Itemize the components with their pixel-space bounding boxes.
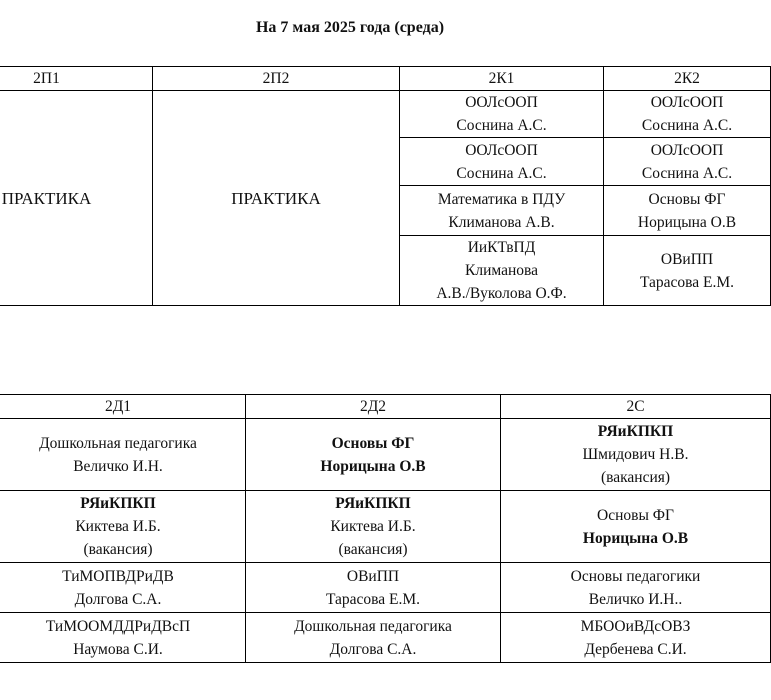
lesson-teacher: Киктева И.Б. [330, 518, 416, 535]
lesson-subject: ТиМОПВДРиДВ [62, 567, 174, 585]
group-header-2d2: 2Д2 [246, 395, 501, 419]
lesson-subject: ИиКТвПД [467, 239, 536, 256]
lesson-cell [0, 419, 246, 491]
lesson-subject: Математика в ПДУ [437, 190, 566, 208]
lesson-cell [501, 491, 771, 563]
lesson-teacher: Норицына О.В [320, 457, 426, 475]
lesson-subject: Дошкольная педагогика [294, 617, 452, 635]
group-header-2k1: 2К1 [400, 67, 604, 91]
lesson-teacher: Величко И.Н. [73, 457, 163, 475]
lesson-cell [246, 563, 501, 613]
group-header-2k2: 2К2 [604, 67, 771, 91]
lesson-cell [246, 419, 501, 491]
lesson-subject: Основы ФГ [597, 506, 674, 524]
lesson-teacher: Тарасова Е.М. [325, 590, 421, 608]
practice-cell-2p1: ПРАКТИКА [0, 91, 153, 306]
lesson-subject: МБООиВДсОВЗ [580, 617, 691, 635]
lesson-teacher: Норицына О.В [582, 529, 689, 547]
lesson-cell [604, 236, 771, 306]
lesson-subject: Основы ФГ [331, 434, 415, 452]
lesson-cell [0, 491, 246, 563]
lesson-cell [604, 91, 771, 138]
group-header-2d1: 2Д1 [0, 395, 246, 419]
lesson-teacher: Киктева И.Б. [75, 518, 161, 535]
lesson-subject: ООЛсООП [465, 141, 538, 159]
lesson-teacher: Соснина А.С. [641, 164, 733, 182]
lesson-subject: РЯиКПКП [335, 495, 411, 512]
lesson-cell [400, 91, 604, 138]
lesson-subject: ОВиПП [660, 250, 714, 268]
lesson-cell [501, 563, 771, 613]
lesson-teacher: Долгова С.А. [329, 640, 417, 658]
lesson-subject: Основы ФГ [648, 190, 726, 208]
lesson-teacher: Долгова С.А. [74, 590, 162, 608]
header-row [0, 67, 771, 91]
lesson-teacher-continued: А.В./Вуколова О.Ф. [436, 285, 567, 302]
lesson-cell [246, 613, 501, 663]
schedule-table-2 [0, 394, 771, 663]
lesson-teacher: Норицына О.В [637, 213, 737, 231]
lesson-cell [501, 613, 771, 663]
lesson-cell [0, 613, 246, 663]
lesson-teacher: Наумова С.И. [73, 640, 163, 658]
lesson-teacher: Соснина А.С. [456, 164, 547, 182]
lesson-teacher: Тарасова Е.М. [639, 273, 735, 291]
lesson-teacher: Климанова [465, 262, 538, 279]
lesson-cell [604, 138, 771, 186]
lesson-subject: ООЛсООП [465, 94, 538, 111]
lesson-teacher: Величко И.Н.. [588, 590, 683, 608]
lesson-subject: Основы педагогики [570, 567, 701, 585]
lesson-teacher: Соснина А.С. [456, 117, 547, 134]
lesson-cell [400, 236, 604, 306]
lesson-subject: РЯиКПКП [80, 495, 156, 512]
lesson-subject: ОВиПП [346, 567, 400, 585]
lesson-cell [604, 186, 771, 236]
lesson-teacher: Соснина А.С. [641, 117, 733, 134]
header-row [0, 395, 771, 419]
lesson-cell [501, 419, 771, 491]
lesson-cell [0, 563, 246, 613]
lesson-subject: РЯиКПКП [597, 423, 674, 440]
group-header-2p1: 2П1 [0, 67, 153, 91]
lesson-teacher: Климанова А.В. [448, 213, 555, 231]
lesson-note: (вакансия) [600, 469, 671, 486]
lesson-subject: ООЛсООП [650, 141, 724, 159]
lesson-cell [400, 186, 604, 236]
lesson-teacher: Дербенева С.И. [584, 640, 687, 658]
group-header-2p2: 2П2 [153, 67, 400, 91]
page-title: На 7 мая 2025 года (среда) [255, 19, 445, 36]
lesson-subject: ООЛсООП [650, 94, 724, 111]
lesson-subject: ТиМООМДДРиДВсП [45, 617, 191, 635]
lesson-cell [400, 138, 604, 186]
lesson-note: (вакансия) [338, 541, 408, 558]
lesson-teacher: Шмидович Н.В. [582, 446, 689, 463]
group-header-2s: 2С [501, 395, 771, 419]
lesson-note: (вакансия) [83, 541, 153, 558]
schedule-table-1 [0, 66, 771, 306]
practice-cell-2p2: ПРАКТИКА [153, 91, 400, 306]
lesson-subject: Дошкольная педагогика [39, 434, 197, 452]
lesson-cell [246, 491, 501, 563]
